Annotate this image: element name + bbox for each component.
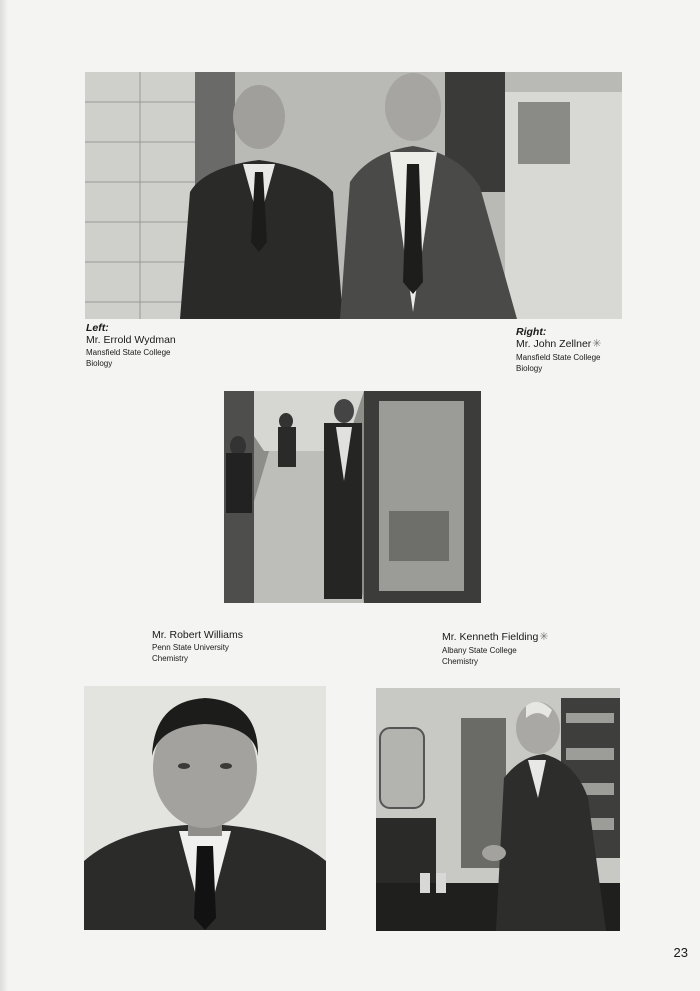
faculty-name: Mr. Kenneth Fielding [442, 631, 539, 643]
faculty-institution: Albany State College [442, 645, 517, 655]
asterisk-mark-icon: ✳ [539, 631, 549, 643]
caption-wydman [86, 322, 176, 369]
caption-position-label: Left: [86, 322, 109, 334]
faculty-name: Mr. Errold Wydman [86, 334, 176, 347]
photo-fielding-lab [376, 688, 620, 931]
faculty-name: Mr. John Zellner [516, 338, 592, 351]
photo-wydman-zellner [85, 72, 622, 319]
caption-position-label: Right: [516, 326, 547, 338]
caption-fielding [442, 631, 549, 666]
photo-williams-hallway [224, 391, 481, 603]
page-edge [0, 0, 8, 991]
faculty-subject: Biology [86, 359, 113, 369]
caption-williams [152, 629, 243, 663]
faculty-subject: Chemistry [152, 654, 189, 664]
faculty-name: Mr. Robert Williams [152, 629, 244, 641]
page-number: 23 [673, 945, 688, 960]
photo-man-in-lab-icon [376, 688, 620, 931]
faculty-subject: Chemistry [442, 656, 479, 666]
photo-two-men-standing-icon [85, 72, 622, 319]
caption-zellner [516, 326, 602, 373]
photo-williams-portrait [84, 686, 326, 930]
faculty-subject: Biology [516, 363, 543, 373]
photo-portrait-man-icon [84, 686, 326, 930]
faculty-institution: Mansfield State College [86, 348, 171, 358]
faculty-institution: Mansfield State College [516, 352, 601, 362]
asterisk-mark-icon: ✳ [592, 338, 602, 351]
faculty-institution: Penn State University [152, 643, 229, 653]
photo-man-in-hallway-icon [224, 391, 481, 603]
